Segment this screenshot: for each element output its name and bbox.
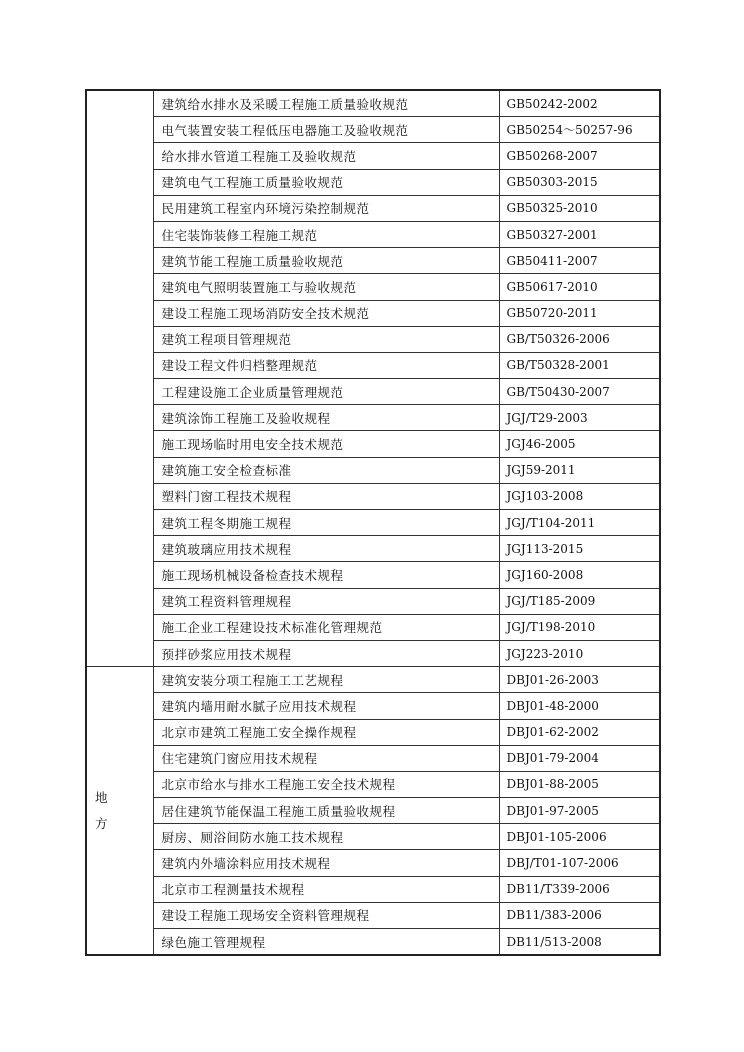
category-label: 方	[95, 815, 108, 831]
standard-name: 施工现场临时用电安全技术规范	[153, 431, 499, 457]
standard-code: GB50325-2010	[499, 195, 660, 221]
table-row	[86, 693, 660, 719]
standard-name: 施工现场机械设备检查技术规程	[153, 562, 499, 588]
standard-name: 建筑施工安全检查标准	[153, 457, 499, 483]
standard-name: 建筑节能工程施工质量验收规范	[153, 248, 499, 274]
standard-code: JGJ59-2011	[499, 457, 660, 483]
standards-table	[85, 89, 661, 956]
standard-name: 住宅建筑门窗应用技术规程	[153, 745, 499, 771]
table-row	[86, 536, 660, 562]
table-row	[86, 929, 660, 956]
standard-name: 建筑内墙用耐水腻子应用技术规程	[153, 693, 499, 719]
standard-code: DBJ/T01-107-2006	[499, 850, 660, 876]
table-row	[86, 902, 660, 928]
standard-code: DBJ01-26-2003	[499, 667, 660, 693]
standard-code: JGJ160-2008	[499, 562, 660, 588]
table-row	[86, 274, 660, 300]
table-row	[86, 169, 660, 195]
standard-name: 建筑工程项目管理规范	[153, 326, 499, 352]
table-row	[86, 771, 660, 797]
table-row	[86, 143, 660, 169]
table-row	[86, 248, 660, 274]
table-row	[86, 457, 660, 483]
standard-code: JGJ/T198-2010	[499, 614, 660, 640]
standard-name: 建筑玻璃应用技术规程	[153, 536, 499, 562]
standard-code: DBJ01-88-2005	[499, 771, 660, 797]
table-row	[86, 300, 660, 326]
standard-name: 厨房、厕浴间防水施工技术规程	[153, 824, 499, 850]
standard-code: JGJ223-2010	[499, 640, 660, 666]
table-row	[86, 798, 660, 824]
standard-name: 建筑电气工程施工质量验收规范	[153, 169, 499, 195]
standard-code: DBJ01-62-2002	[499, 719, 660, 745]
standard-code: GB50617-2010	[499, 274, 660, 300]
standard-name: 住宅装饰装修工程施工规范	[153, 221, 499, 247]
standard-name: 建设工程施工现场安全资料管理规程	[153, 902, 499, 928]
table-row	[86, 195, 660, 221]
table-row	[86, 614, 660, 640]
table-row	[86, 850, 660, 876]
table-row	[86, 483, 660, 509]
table-row	[86, 379, 660, 405]
standard-name: 民用建筑工程室内环境污染控制规范	[153, 195, 499, 221]
category-label: 地	[95, 789, 108, 805]
table-row	[86, 221, 660, 247]
standard-code: GB50411-2007	[499, 248, 660, 274]
local-category-cell	[86, 667, 153, 956]
standard-name: 建筑给水排水及采暖工程施工质量验收规范	[153, 90, 499, 117]
table-row	[86, 431, 660, 457]
standard-code: DBJ01-105-2006	[499, 824, 660, 850]
table-row	[86, 745, 660, 771]
standard-code: DBJ01-79-2004	[499, 745, 660, 771]
standard-name: 北京市建筑工程施工安全操作规程	[153, 719, 499, 745]
standard-code: GB50720-2011	[499, 300, 660, 326]
national-category-cell	[86, 90, 153, 667]
standard-name: 建筑内外墙涂料应用技术规程	[153, 850, 499, 876]
standard-name: 绿色施工管理规程	[153, 929, 499, 956]
standard-code: GB50268-2007	[499, 143, 660, 169]
table-row	[86, 510, 660, 536]
standard-code: GB/T50328-2001	[499, 352, 660, 378]
standard-name: 建筑安装分项工程施工工艺规程	[153, 667, 499, 693]
standard-code: JGJ46-2005	[499, 431, 660, 457]
standard-name: 电气装置安装工程低压电器施工及验收规范	[153, 117, 499, 143]
standard-name: 北京市工程测量技术规程	[153, 876, 499, 902]
standard-name: 建筑工程冬期施工规程	[153, 510, 499, 536]
table-row	[86, 90, 660, 117]
standards-table-body	[86, 90, 660, 955]
table-row	[86, 562, 660, 588]
table-row	[86, 667, 660, 693]
standard-code: JGJ/T104-2011	[499, 510, 660, 536]
standard-name: 给水排水管道工程施工及验收规范	[153, 143, 499, 169]
standard-code: DB11/383-2006	[499, 902, 660, 928]
table-row	[86, 824, 660, 850]
standard-code: GB50327-2001	[499, 221, 660, 247]
standard-code: JGJ/T29-2003	[499, 405, 660, 431]
standard-name: 建筑工程资料管理规程	[153, 588, 499, 614]
standard-code: GB50242-2002	[499, 90, 660, 117]
table-row	[86, 405, 660, 431]
standard-name: 施工企业工程建设技术标准化管理规范	[153, 614, 499, 640]
standard-code: DBJ01-48-2000	[499, 693, 660, 719]
standard-name: 北京市给水与排水工程施工安全技术规程	[153, 771, 499, 797]
table-row	[86, 117, 660, 143]
standard-code: GB/T50326-2006	[499, 326, 660, 352]
standard-code: JGJ/T185-2009	[499, 588, 660, 614]
standard-name: 居住建筑节能保温工程施工质量验收规程	[153, 798, 499, 824]
table-row	[86, 326, 660, 352]
standard-code: JGJ103-2008	[499, 483, 660, 509]
standard-code: DB11/T339-2006	[499, 876, 660, 902]
standard-code: DB11/513-2008	[499, 929, 660, 956]
standard-code: DBJ01-97-2005	[499, 798, 660, 824]
standard-name: 建筑电气照明装置施工与验收规范	[153, 274, 499, 300]
standard-name: 预拌砂浆应用技术规程	[153, 640, 499, 666]
table-row	[86, 876, 660, 902]
standard-name: 工程建设施工企业质量管理规范	[153, 379, 499, 405]
standard-code: GB50303-2015	[499, 169, 660, 195]
table-row	[86, 719, 660, 745]
standard-code: GB50254～50257-96	[499, 117, 660, 143]
table-row	[86, 588, 660, 614]
standard-name: 建设工程文件归档整理规范	[153, 352, 499, 378]
standard-code: GB/T50430-2007	[499, 379, 660, 405]
standard-name: 建设工程施工现场消防安全技术规范	[153, 300, 499, 326]
standard-name: 塑料门窗工程技术规程	[153, 483, 499, 509]
standard-code: JGJ113-2015	[499, 536, 660, 562]
table-row	[86, 640, 660, 666]
standard-name: 建筑涂饰工程施工及验收规程	[153, 405, 499, 431]
table-row	[86, 352, 660, 378]
